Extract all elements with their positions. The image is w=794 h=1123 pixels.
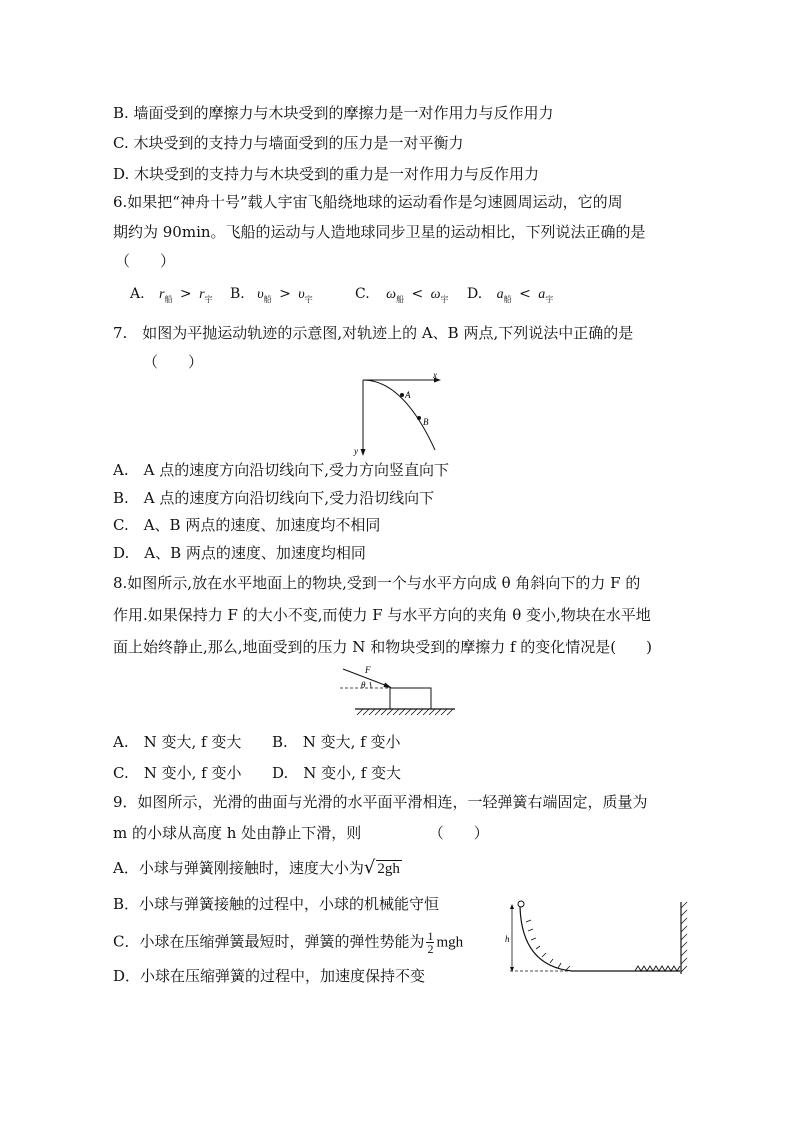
q6-stem-line2: 期约为 90min。飞船的运动与人造地球同步卫星的运动相比，下列说法正确的是 (113, 223, 646, 241)
q5-option-b: B. 墙面受到的摩擦力与木块受到的摩擦力是一对作用力与反作用力 (113, 104, 554, 122)
q9-option-a: A．小球与弹簧刚接触时，速度大小为√ 2gh (113, 857, 400, 878)
q8-option-c: C. N 变小, f 变小 (113, 764, 242, 782)
q7-x-axis-label: x (433, 370, 437, 380)
q7-trajectory-figure (345, 368, 450, 458)
q9-stem-line2: m 的小球从高度 h 处由静止下滑，则 （ ） (113, 824, 489, 842)
q7-option-b: B. A 点的速度方向沿切线向下,受力沿切线向下 (113, 489, 435, 507)
q8-stem-line1: 8.如图所示,放在水平地面上的物块,受到一个与水平方向成 θ 角斜向下的力 F 的 (113, 574, 641, 592)
q7-answer-blank: （ ） (143, 353, 204, 371)
q8-stem-line2: 作用.如果保持力 F 的大小不变,而使力 F 与水平方向的夹角 θ 变小,物块在水平地 (113, 606, 651, 624)
q7-stem: 7. 如图为平抛运动轨迹的示意图,对轨迹上的 A、B 两点,下列说法中正确的是 (113, 324, 634, 342)
q8-angle-label: θ (361, 680, 366, 690)
q9-option-b: B．小球与弹簧接触的过程中，小球的机械能守恒 (113, 895, 440, 913)
q6-option-a: A. $r_船 > r_宇$ (130, 286, 213, 304)
q8-option-b: B. N 变大, f 变小 (272, 733, 401, 751)
q6-option-d: D. $a_船 < a_宇$ (467, 286, 554, 304)
q9-curve-spring-figure (500, 896, 690, 980)
q7-y-axis-label: y (354, 446, 358, 456)
q7-option-c: C. A、B 两点的速度、加速度均不相同 (113, 516, 381, 534)
q7-option-d: D. A、B 两点的速度、加速度均相同 (113, 544, 366, 562)
q7-point-a-label: A (405, 390, 411, 400)
q8-option-a: A. N 变大, f 变大 (113, 733, 242, 751)
q9-option-c: C．小球在压缩弹簧最短时，弹簧的弹性势能为 $\frac{1}{2}$ mgh (113, 929, 464, 956)
q8-option-d: D. N 变小, f 变大 (272, 764, 402, 782)
q6-stem-line1: 6.如果把“神舟十号”载人宇宙飞船绕地球的运动看作是匀速圆周运动，它的周 (113, 193, 623, 211)
q9-height-label: h (505, 934, 510, 944)
q9-option-d: D．小球在压缩弹簧的过程中，加速度保持不变 (113, 967, 426, 985)
q9-stem-line1: 9．如图所示，光滑的曲面与光滑的水平面平滑相连，一轻弹簧右端固定，质量为 (113, 793, 648, 811)
q5-option-c: C. 木块受到的支持力与墙面受到的压力是一对平衡力 (113, 134, 464, 152)
q8-block-force-figure (335, 660, 460, 722)
q6-option-b: B. $\upsilon_船 > \upsilon_宇$ (230, 286, 313, 304)
q8-force-label: F (365, 665, 371, 675)
q5-option-d: D. 木块受到的支持力与木块受到的重力是一对作用力与反作用力 (113, 165, 540, 183)
q7-point-b-label: B (423, 417, 429, 427)
q8-stem-line3: 面上始终静止,那么,地面受到的压力 N 和物块受到的摩擦力 f 的变化情况是( ) (113, 638, 652, 656)
q7-option-a: A. A 点的速度方向沿切线向下,受力方向竖直向下 (113, 461, 449, 479)
q6-option-c: C. $\omega_船 < \omega_宇$ (355, 286, 449, 304)
q6-answer-blank: （ ） (115, 252, 176, 270)
